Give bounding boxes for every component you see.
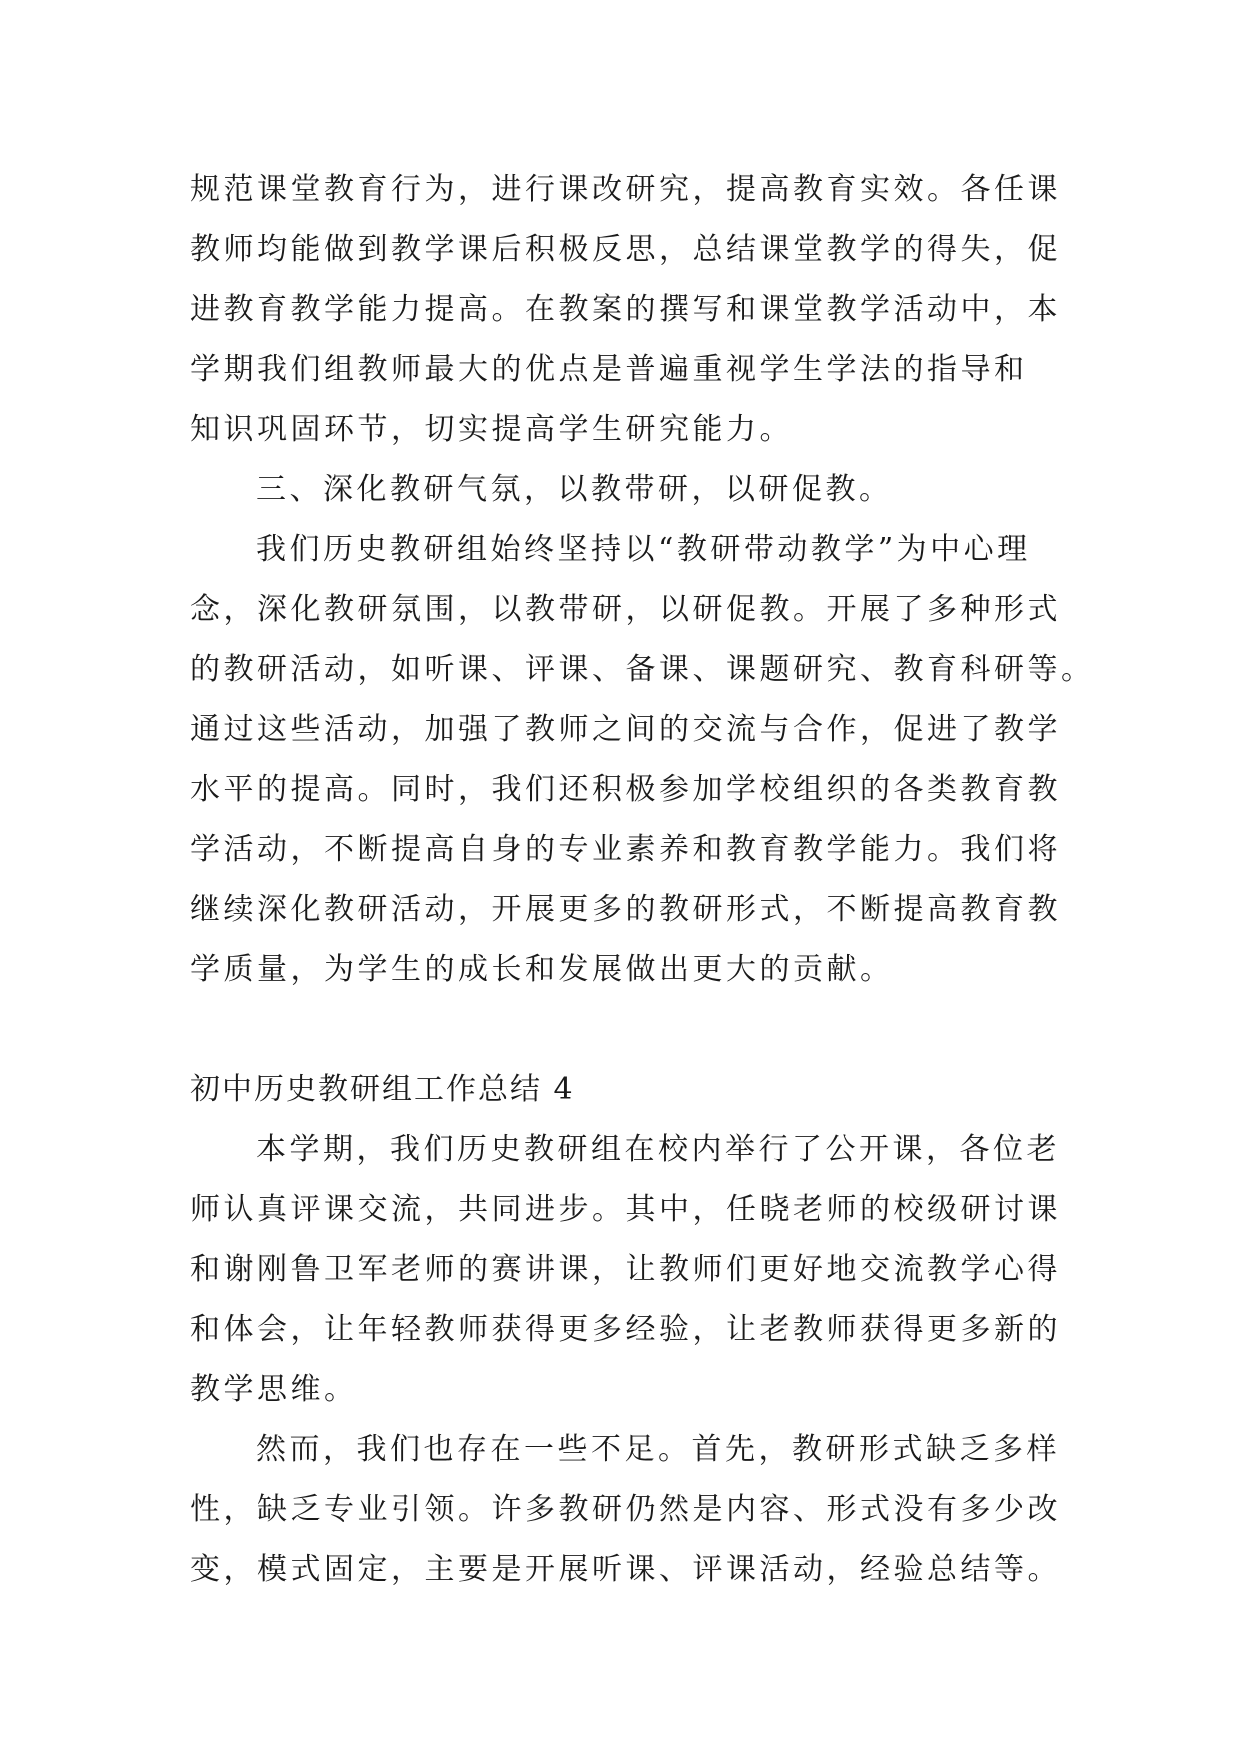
paragraph-continued [190, 160, 1070, 460]
paragraph-teaching-research [190, 520, 1095, 1000]
text-line: 我们历史教研组始终坚持以“教研带动教学”为中心理 [256, 532, 1031, 567]
text-line: 通过这些活动，加强了教师之间的交流与合作，促进了教学 [190, 712, 1061, 747]
text-line: 念，深化教研氛围，以教带研，以研促教。开展了多种形式 [190, 592, 1061, 627]
text-line: 学期我们组教师最大的优点是普遍重视学生学法的指导和 [190, 352, 1028, 387]
text-line: 和谢刚鲁卫军老师的赛讲课，让教师们更好地交流教学心得 [190, 1252, 1061, 1287]
text-line: 师认真评课交流，共同进步。其中，任晓老师的校级研讨课 [190, 1192, 1061, 1227]
text-line: 知识巩固环节，切实提高学生研究能力。 [190, 412, 793, 447]
document-body [190, 160, 1095, 1600]
text-line: 水平的提高。同时，我们还积极参加学校组织的各类教育教 [190, 772, 1061, 807]
article-title: 初中历史教研组工作总结 4 [190, 1072, 575, 1107]
text-line: 性，缺乏专业引领。许多教研仍然是内容、形式没有多少改 [190, 1492, 1061, 1527]
text-line: 变，模式固定，主要是开展听课、评课活动，经验总结等。 [190, 1552, 1061, 1587]
text-line: 本学期，我们历史教研组在校内举行了公开课，各位老 [256, 1132, 1060, 1167]
text-line: 规范课堂教育行为，进行课改研究，提高教育实效。各任课 [190, 172, 1061, 207]
text-line: 继续深化教研活动，开展更多的教研形式，不断提高教育教 [190, 892, 1061, 927]
text-line: 学活动，不断提高自身的专业素养和教育教学能力。我们将 [190, 832, 1061, 867]
text-line: 教师均能做到教学课后积极反思，总结课堂教学的得失，促 [190, 232, 1061, 267]
text-line: 的教研活动，如听课、评课、备课、课题研究、教育科研等。 [190, 652, 1095, 687]
text-line: 教学思维。 [190, 1372, 358, 1407]
blank-gap [190, 1000, 1070, 1060]
text-line: 然而，我们也存在一些不足。首先，教研形式缺乏多样 [256, 1432, 1060, 1467]
section-heading: 三、深化教研气氛，以教带研，以研促教。 [256, 472, 893, 507]
text-line: 进教育教学能力提高。在教案的撰写和课堂教学活动中，本 [190, 292, 1061, 327]
paragraph-shortcomings [190, 1420, 1070, 1600]
text-line: 学质量，为学生的成长和发展做出更大的贡献。 [190, 952, 894, 987]
paragraph-open-class [190, 1120, 1070, 1420]
text-line: 和体会，让年轻教师获得更多经验，让老教师获得更多新的 [190, 1312, 1061, 1347]
